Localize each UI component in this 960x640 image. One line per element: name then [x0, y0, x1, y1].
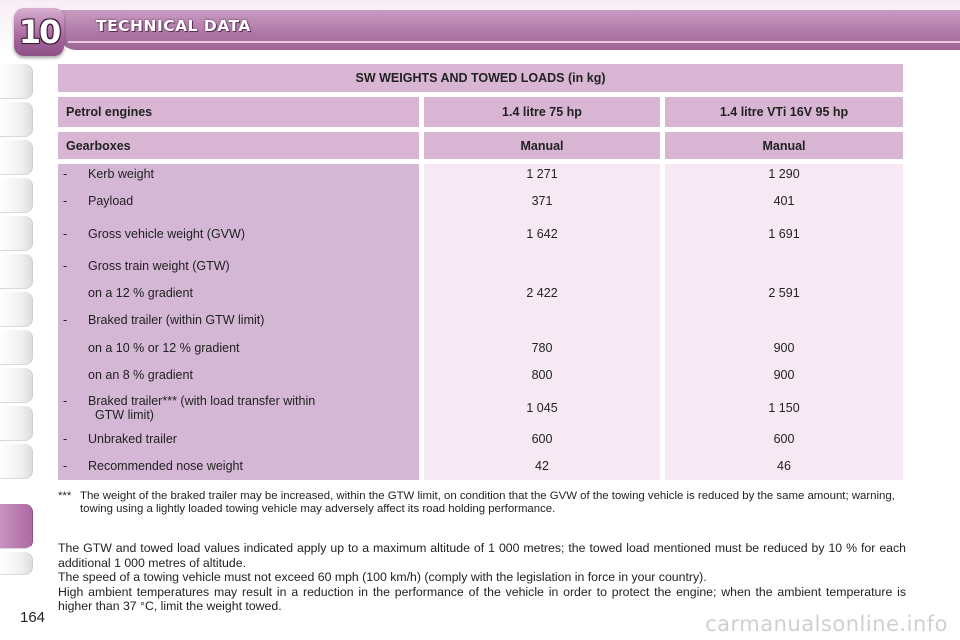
gearbox-header: Gearboxes: [58, 132, 419, 159]
row-label: Payload: [88, 194, 134, 208]
notes: [58, 541, 906, 614]
row-value-1: 42: [535, 459, 549, 473]
chapter-tab[interactable]: [0, 292, 33, 327]
chapter-tab[interactable]: [0, 406, 33, 441]
row-label: Gross vehicle weight (GVW): [88, 227, 245, 241]
row-value-2: 1 691: [768, 227, 800, 241]
chapter-title: TECHNICAL DATA: [96, 17, 251, 35]
chapter-tab[interactable]: [0, 64, 33, 99]
row-dash: -: [63, 167, 68, 181]
row-value-1: 600: [531, 432, 553, 446]
engine-header: Petrol engines: [58, 97, 419, 127]
page-header: [0, 0, 960, 56]
chapter-tab[interactable]: [0, 216, 33, 251]
chapter-tab[interactable]: [0, 444, 33, 479]
table-title: SW WEIGHTS AND TOWED LOADS (in kg): [58, 64, 903, 92]
row-label: on a 12 % gradient: [88, 286, 193, 300]
engine-col-1: 1.4 litre 75 hp: [424, 97, 660, 127]
row-dash: -: [63, 459, 68, 473]
row-label: on an 8 % gradient: [88, 368, 193, 382]
chapter-tabs: [0, 64, 34, 576]
note-speed: The speed of a towing vehicle must not exceed 60 mph (100 km/h) (comply with the legislation in force in your country).: [58, 570, 707, 584]
note-altitude: The GTW and towed load values indicated apply up to a maximum altitude of 1 000 metres; the towed load mentioned must be reduced by 10 % for each additional 1 000 metres of altitude.: [58, 541, 906, 570]
footnote: [58, 490, 906, 516]
chapter-tab[interactable]: [0, 178, 33, 213]
note-temperature: High ambient temperatures may result in a reduction in the performance of the vehicle in order to protect the engine; when the ambient temperature is higher than 37 °C, limit the weight towed.: [58, 584, 906, 613]
row-label: Gross train weight (GTW): [88, 259, 230, 273]
engine-col-2: 1.4 litre VTi 16V 95 hp: [665, 97, 903, 127]
row-label: Recommended nose weight: [88, 459, 243, 473]
row-value-1: 1 642: [526, 227, 558, 241]
chapter-tab[interactable]: [0, 368, 33, 403]
gearbox-col-2: Manual: [665, 132, 903, 159]
chapter-tab[interactable]: [0, 102, 33, 137]
row-dash: -: [63, 432, 68, 446]
gearbox-col-1: Manual: [424, 132, 660, 159]
chapter-tab[interactable]: [0, 552, 33, 575]
watermark: carmanualsonline.info: [705, 612, 948, 636]
row-value-2: 900: [773, 341, 795, 355]
footnote-text: The weight of the braked trailer may be increased, within the GTW limit, on condition that the GVW of the towing vehicle is reduced by the same amount; warning, towing using a lightly loaded towing vehicle may adversely affect its road holding performance.: [80, 490, 895, 515]
row-label: Braked trailer (within GTW limit): [88, 313, 265, 327]
row-value-2: 401: [773, 194, 795, 208]
engine-header-row: [58, 97, 903, 127]
row-dash: -: [63, 313, 68, 327]
chapter-tab[interactable]: [0, 330, 33, 365]
row-label: Braked trailer*** (with load transfer within GTW limit): [88, 394, 316, 422]
row-value-1: 371: [531, 194, 553, 208]
row-dash: -: [63, 227, 68, 241]
row-label: Kerb weight: [88, 167, 155, 181]
row-value-2: 900: [773, 368, 795, 382]
gearbox-header-row: [58, 132, 903, 159]
chapter-tab[interactable]: [0, 140, 33, 175]
chapter-tab-active[interactable]: [0, 504, 33, 549]
row-value-2: 1 290: [768, 167, 800, 181]
row-value-1: 800: [531, 368, 553, 382]
row-value-2: 46: [777, 459, 791, 473]
row-label: on a 10 % or 12 % gradient: [88, 341, 240, 355]
row-value-2: 2 591: [768, 286, 800, 300]
page-number: 164: [20, 609, 46, 626]
row-value-1: 1 045: [526, 401, 558, 415]
chapter-tab[interactable]: [0, 254, 33, 289]
row-value-2: 1 150: [768, 401, 800, 415]
footnote-mark: ***: [58, 490, 72, 502]
chapter-badge: [14, 8, 64, 56]
row-value-2: 600: [773, 432, 795, 446]
row-value-1: 1 271: [526, 167, 558, 181]
row-dash: -: [63, 259, 68, 273]
row-value-1: 2 422: [526, 286, 558, 300]
row-label: Unbraked trailer: [88, 432, 177, 446]
row-value-1: 780: [531, 341, 553, 355]
chapter-number: 10: [18, 13, 60, 51]
row-dash: -: [63, 394, 68, 408]
row-dash: -: [63, 194, 68, 208]
